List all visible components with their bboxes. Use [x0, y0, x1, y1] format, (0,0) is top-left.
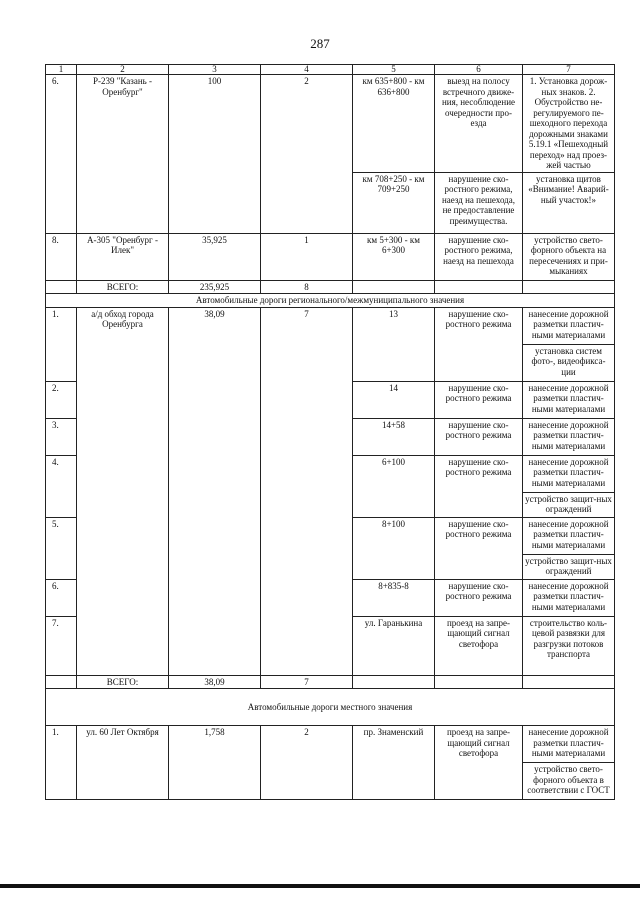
incident-count: 2	[261, 726, 353, 800]
measure: нанесение дорожной разметки пластич-ными материалами	[523, 579, 615, 616]
row-number: 1.	[46, 726, 77, 800]
incident-count: 7	[261, 307, 353, 381]
km-section: ул. Гаранькина	[353, 616, 435, 675]
total-label: ВСЕГО:	[77, 675, 169, 689]
km-section: 14+58	[353, 418, 435, 455]
measure: устройство свето-форного объекта на пересечениях и при-мыканиях	[523, 233, 615, 280]
section-title-regional: Автомобильные дороги регионального/межмуниципального значения	[46, 294, 615, 308]
table-row	[46, 233, 615, 280]
measure: устройство свето-форного объекта в соответствии с ГОСТ	[523, 763, 615, 800]
km-section: 13	[353, 307, 435, 381]
violation: проезд на запре-щающий сигнал светофора	[435, 726, 523, 800]
measure: нанесение дорожной разметки пластич-ными материалами	[523, 418, 615, 455]
row-number: 3.	[46, 418, 77, 455]
table-row	[46, 307, 615, 344]
violation: выезд на полосу встречного движе-ния, несоблюдение очередности про-езда	[435, 75, 523, 173]
km-section: пр. Знаменский	[353, 726, 435, 800]
table-row	[46, 455, 615, 492]
measure: нанесение дорожной разметки пластич-ными материалами	[523, 381, 615, 418]
violation: нарушение ско-ростного режима	[435, 418, 523, 455]
km-section: 8+100	[353, 517, 435, 579]
row-number: 6.	[46, 579, 77, 616]
total-count: 8	[261, 280, 353, 294]
row-number: 8.	[46, 233, 77, 280]
table-row	[46, 579, 615, 616]
measure: нанесение дорожной разметки пластич-ными материалами	[523, 307, 615, 344]
bottom-rule	[0, 884, 640, 888]
km-section: км 708+250 - км 709+250	[353, 172, 435, 233]
column-numbers-row	[46, 65, 615, 75]
km-section: км 635+800 - км 636+800	[353, 75, 435, 173]
road-name: а/д обход города Оренбурга	[77, 307, 169, 381]
table-row	[46, 726, 615, 763]
total-count: 7	[261, 675, 353, 689]
violation: нарушение ско-ростного режима, наезд на пешехода	[435, 233, 523, 280]
measure: строительство коль-цевой развязки для разгрузки потоков транспорта	[523, 616, 615, 675]
measure: нанесение дорожной разметки пластич-ными материалами	[523, 455, 615, 492]
incident-count: 1	[261, 233, 353, 280]
violation: нарушение ско-ростного режима	[435, 307, 523, 381]
road-length: 100	[169, 75, 261, 234]
column-number: 3	[169, 65, 261, 75]
km-section: 14	[353, 381, 435, 418]
table-row	[46, 517, 615, 554]
total-label: ВСЕГО:	[77, 280, 169, 294]
row-number: 6.	[46, 75, 77, 234]
total-row	[46, 280, 615, 294]
page-number: 287	[310, 36, 330, 51]
violation: нарушение ско-ростного режима	[435, 579, 523, 616]
km-section: км 5+300 - км 6+300	[353, 233, 435, 280]
violation: нарушение ско-ростного режима	[435, 455, 523, 517]
road-name: Р-239 "Казань - Оренбург"	[77, 75, 169, 234]
km-section: 6+100	[353, 455, 435, 517]
section-title-local: Автомобильные дороги местного значения	[46, 689, 615, 726]
road-length: 1,758	[169, 726, 261, 800]
km-section: 8+835-8	[353, 579, 435, 616]
measure: устройство защит-ных ограждений	[523, 492, 615, 517]
row-number: 5.	[46, 517, 77, 579]
table-row	[46, 418, 615, 455]
measure: установка щитов «Внимание! Аварий-ный участок!»	[523, 172, 615, 233]
total-length: 38,09	[169, 675, 261, 689]
section-header-row	[46, 689, 615, 726]
road-name: А-305 "Оренбург - Илек"	[77, 233, 169, 280]
road-length: 38,09	[169, 307, 261, 381]
violation: нарушение ско-ростного режима	[435, 517, 523, 579]
road-safety-table	[45, 64, 615, 800]
violation: нарушение ско-ростного режима, наезд на пешехода, не предоставление преимущества.	[435, 172, 523, 233]
section-header-row	[46, 294, 615, 308]
row-number: 7.	[46, 616, 77, 675]
table-row	[46, 75, 615, 173]
road-name: ул. 60 Лет Октября	[77, 726, 169, 800]
column-number: 5	[353, 65, 435, 75]
measure: установка систем фото-, видеофикса-ции	[523, 344, 615, 381]
column-number: 2	[77, 65, 169, 75]
table-row	[46, 616, 615, 675]
total-row	[46, 675, 615, 689]
violation: нарушение ско-ростного режима	[435, 381, 523, 418]
measure: нанесение дорожной разметки пластич-ными материалами	[523, 517, 615, 554]
column-number: 7	[523, 65, 615, 75]
row-number: 1.	[46, 307, 77, 381]
column-number: 4	[261, 65, 353, 75]
row-number: 2.	[46, 381, 77, 418]
total-length: 235,925	[169, 280, 261, 294]
column-number: 6	[435, 65, 523, 75]
table-row	[46, 381, 615, 418]
measure: нанесение дорожной разметки пластич-ными материалами	[523, 726, 615, 763]
road-length: 35,925	[169, 233, 261, 280]
column-number: 1	[46, 65, 77, 75]
measure: 1. Установка дорож-ных знаков. 2. Обустройство не-регулируемого пе-шеходного перехода дорожными знаками 5.19.1 «Пешеходный переход» над проез-жей частью	[523, 75, 615, 173]
incident-count: 2	[261, 75, 353, 234]
row-number: 4.	[46, 455, 77, 517]
violation: проезд на запре-щающий сигнал светофора	[435, 616, 523, 675]
measure: устройство защит-ных ограждений	[523, 554, 615, 579]
